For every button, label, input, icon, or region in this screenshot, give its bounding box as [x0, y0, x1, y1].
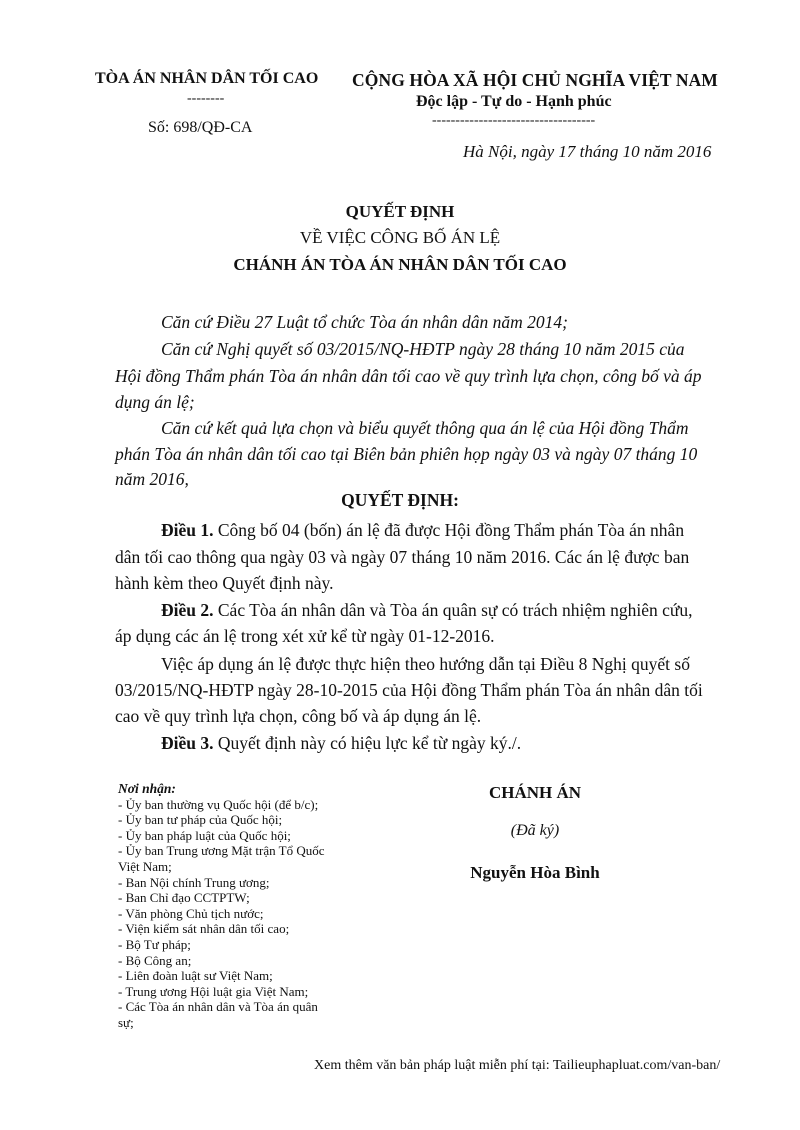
legal-basis-2-line: Căn cứ Nghị quyết số 03/2015/NQ-HĐTP ngày 28 tháng 10 năm 2015 của	[161, 339, 685, 359]
document-subject: VỀ VIỆC CÔNG BỐ ÁN LỆ	[299, 228, 501, 247]
document-type-title: QUYẾT ĐỊNH	[345, 202, 455, 221]
issuing-agency: TÒA ÁN NHÂN DÂN TỐI CAO	[95, 70, 319, 87]
article-1-text: Công bố 04 (bốn) án lệ đã được Hội đồng Thẩm phán Tòa án nhân	[213, 520, 685, 540]
article-2-line: áp dụng các án lệ trong xét xử kể từ ngày 01-12-2016.	[115, 626, 495, 646]
recipient-item: - Ủy ban pháp luật của Quốc hội;	[118, 827, 291, 843]
signatory-title: CHÁNH ÁN	[488, 783, 582, 802]
recipients-list	[118, 781, 358, 1031]
legal-basis-2-line: dụng án lệ;	[115, 392, 195, 412]
national-title: CỘNG HÒA XÃ HỘI CHỦ NGHĨA VIỆT NAM	[352, 70, 718, 90]
legal-basis-1: Căn cứ Điều 27 Luật tổ chức Tòa án nhân dân năm 2014;	[161, 312, 568, 332]
legal-basis-3-line: năm 2016,	[115, 469, 189, 489]
article-2-label: Điều 2.	[161, 600, 214, 620]
recipient-item: - Bộ Công an;	[118, 952, 192, 968]
article-3-label: Điều 3.	[161, 733, 214, 753]
application-line: 03/2015/NQ-HĐTP ngày 28-10-2015 của Hội đồng Thẩm phán Tòa án nhân dân tối	[115, 680, 703, 700]
recipient-item: - Viện kiểm sát nhân dân tối cao;	[118, 921, 290, 937]
article-1-line	[161, 520, 684, 541]
recipient-item: - Ban Nội chính Trung ương;	[118, 874, 270, 890]
recipient-item: sự;	[118, 1014, 134, 1030]
motto-separator: -----------------------------------	[432, 113, 596, 128]
article-1-line: dân tối cao thông qua ngày 03 và ngày 07 tháng 10 năm 2016. Các án lệ được ban	[115, 547, 690, 567]
recipients-heading: Nơi nhận:	[118, 781, 176, 796]
national-motto: Độc lập - Tự do - Hạnh phúc	[416, 93, 612, 110]
legal-basis-3-line: Căn cứ kết quả lựa chọn và biểu quyết thông qua án lệ của Hội đồng Thẩm	[161, 418, 689, 438]
recipient-item: - Văn phòng Chủ tịch nước;	[118, 905, 264, 921]
recipient-item: - Ủy ban tư pháp của Quốc hội;	[118, 812, 283, 828]
footer-note: Xem thêm văn bản pháp luật miễn phí tại: Tailieuphapluat.com/van-ban/	[314, 1058, 721, 1073]
article-1-label: Điều 1.	[161, 520, 214, 540]
signatory-name: Nguyễn Hòa Bình	[470, 863, 600, 882]
legal-basis-3-line: phán Tòa án nhân dân tối cao tại Biên bản phiên họp ngày 03 và ngày 07 tháng 10	[115, 444, 698, 464]
recipient-item: Việt Nam;	[118, 858, 172, 874]
article-1-line: hành kèm theo Quyết định này.	[115, 573, 334, 593]
decision-heading: QUYẾT ĐỊNH:	[341, 490, 459, 510]
recipient-item: - Trung ương Hội luật gia Việt Nam;	[118, 983, 309, 999]
legal-basis-2-line: Hội đồng Thẩm phán Tòa án nhân dân tối cao về quy trình lựa chọn, công bố và áp	[115, 366, 702, 386]
document-number: Số: 698/QĐ-CA	[148, 119, 253, 136]
place-and-date: Hà Nội, ngày 17 tháng 10 năm 2016	[463, 142, 712, 161]
agency-separator: --------	[187, 91, 225, 106]
article-3-line	[161, 733, 521, 754]
recipient-item: - Ủy ban Trung ương Mặt trận Tổ Quốc	[118, 843, 325, 859]
application-line: cao về quy trình lựa chọn, công bố và áp dụng án lệ.	[115, 706, 482, 726]
issuer-title: CHÁNH ÁN TÒA ÁN NHÂN DÂN TỐI CAO	[233, 255, 567, 274]
article-3-text: Quyết định này có hiệu lực kể từ ngày ký./.	[213, 733, 522, 753]
article-2-line	[161, 600, 693, 621]
application-line: Việc áp dụng án lệ được thực hiện theo hướng dẫn tại Điều 8 Nghị quyết số	[161, 654, 690, 674]
recipient-item: - Các Tòa án nhân dân và Tòa án quân	[118, 999, 318, 1015]
recipient-item: - Liên đoàn luật sư Việt Nam;	[118, 968, 273, 984]
signed-note: (Đã ký)	[510, 822, 560, 839]
article-2-text: Các Tòa án nhân dân và Tòa án quân sự có trách nhiệm nghiên cứu,	[213, 600, 693, 620]
recipient-item: - Ban Chỉ đạo CCTPTW;	[118, 890, 250, 906]
recipient-item: - Ủy ban thường vụ Quốc hội (để b/c);	[118, 796, 319, 812]
recipient-item: - Bộ Tư pháp;	[118, 936, 191, 952]
